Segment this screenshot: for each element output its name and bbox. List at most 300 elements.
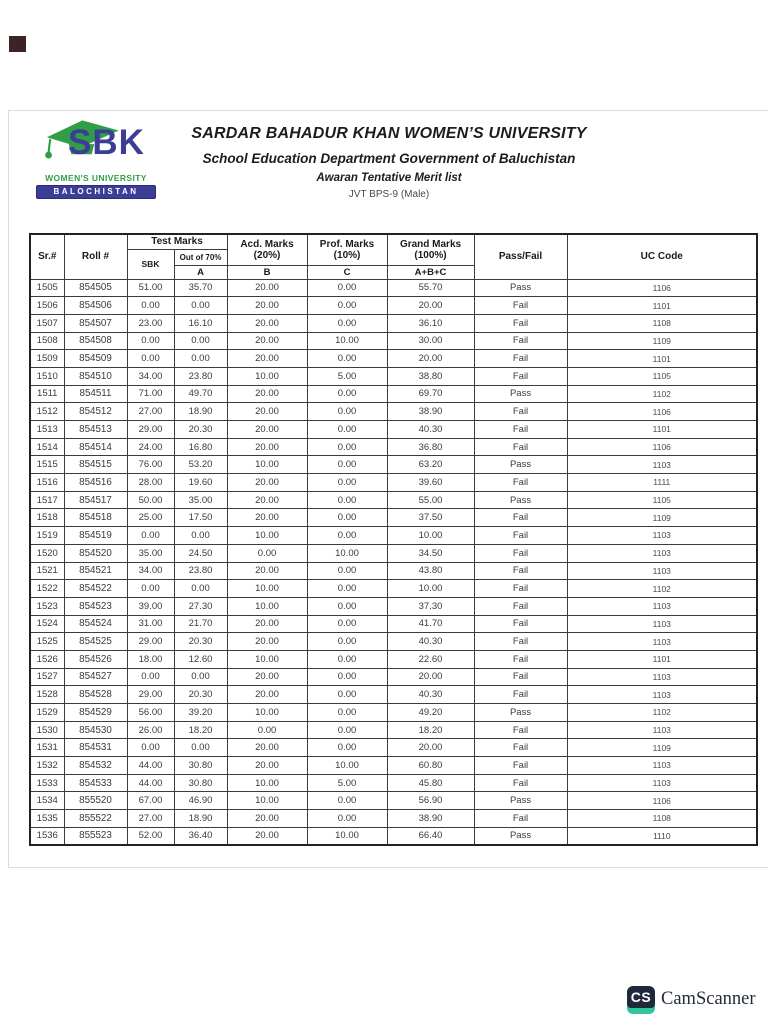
cell-prof-c: 0.00	[307, 456, 387, 474]
cell-grand-abc: 30.00	[387, 332, 474, 350]
cell-pass-fail: Pass	[474, 279, 567, 297]
cell-sbk: 34.00	[127, 367, 174, 385]
cell-sbk: 24.00	[127, 438, 174, 456]
col-header-c: C	[307, 265, 387, 279]
merit-table-body	[30, 279, 757, 845]
cell-prof-c: 0.00	[307, 704, 387, 722]
cell-acd-b: 20.00	[227, 827, 307, 845]
table-row	[30, 704, 757, 722]
cell-sr: 1505	[30, 279, 64, 297]
cell-sbk: 0.00	[127, 739, 174, 757]
cell-uc-code: 1101	[567, 297, 757, 315]
cell-sbk: 35.00	[127, 544, 174, 562]
col-header-acd-marks	[227, 234, 307, 265]
acd-marks-label: Acd. Marks	[240, 239, 294, 251]
cell-uc-code: 1101	[567, 421, 757, 439]
cell-uc-code: 1106	[567, 279, 757, 297]
table-row	[30, 385, 757, 403]
cell-roll: 854513	[64, 421, 127, 439]
cell-pass-fail: Fail	[474, 421, 567, 439]
cell-pass-fail: Pass	[474, 385, 567, 403]
cell-sr: 1527	[30, 668, 64, 686]
cell-sr: 1510	[30, 367, 64, 385]
cell-sr: 1506	[30, 297, 64, 315]
cell-roll: 854510	[64, 367, 127, 385]
university-title: SARDAR BAHADUR KHAN WOMEN’S UNIVERSITY	[191, 125, 587, 142]
cell-sbk: 0.00	[127, 527, 174, 545]
cell-sr: 1533	[30, 774, 64, 792]
cell-grand-abc: 39.60	[387, 474, 474, 492]
cell-sr: 1532	[30, 757, 64, 775]
cell-prof-c: 0.00	[307, 491, 387, 509]
table-row	[30, 774, 757, 792]
table-row	[30, 474, 757, 492]
cell-prof-c: 10.00	[307, 544, 387, 562]
cell-sbk: 34.00	[127, 562, 174, 580]
cell-sr: 1516	[30, 474, 64, 492]
merit-table	[29, 233, 758, 846]
cell-sbk: 44.00	[127, 757, 174, 775]
cell-pass-fail: Pass	[474, 491, 567, 509]
cell-grand-abc: 38.90	[387, 403, 474, 421]
cell-out-of-70-a: 17.50	[174, 509, 227, 527]
cell-sr: 1536	[30, 827, 64, 845]
cell-out-of-70-a: 27.30	[174, 597, 227, 615]
cell-roll: 854532	[64, 757, 127, 775]
cell-sr: 1534	[30, 792, 64, 810]
cell-pass-fail: Fail	[474, 367, 567, 385]
cell-out-of-70-a: 23.80	[174, 367, 227, 385]
cell-out-of-70-a: 12.60	[174, 650, 227, 668]
table-row	[30, 721, 757, 739]
cell-out-of-70-a: 39.20	[174, 704, 227, 722]
cell-sbk: 76.00	[127, 456, 174, 474]
cell-grand-abc: 36.80	[387, 438, 474, 456]
cell-grand-abc: 20.00	[387, 739, 474, 757]
cell-roll: 854515	[64, 456, 127, 474]
cell-grand-abc: 56.90	[387, 792, 474, 810]
cell-uc-code: 1103	[567, 456, 757, 474]
cell-prof-c: 0.00	[307, 438, 387, 456]
table-row	[30, 827, 757, 845]
cell-sbk: 27.00	[127, 810, 174, 828]
cell-grand-abc: 20.00	[387, 350, 474, 368]
cell-grand-abc: 66.40	[387, 827, 474, 845]
cell-sbk: 27.00	[127, 403, 174, 421]
cell-sr: 1513	[30, 421, 64, 439]
logo-balochistan-band: BALOCHISTAN	[36, 185, 156, 199]
cell-acd-b: 20.00	[227, 686, 307, 704]
cell-grand-abc: 45.80	[387, 774, 474, 792]
cell-sbk: 50.00	[127, 491, 174, 509]
table-row	[30, 810, 757, 828]
cell-uc-code: 1106	[567, 403, 757, 421]
cell-uc-code: 1105	[567, 491, 757, 509]
cell-acd-b: 20.00	[227, 509, 307, 527]
cell-sbk: 52.00	[127, 827, 174, 845]
cell-roll: 854533	[64, 774, 127, 792]
cell-prof-c: 0.00	[307, 668, 387, 686]
cell-grand-abc: 38.80	[387, 367, 474, 385]
cell-roll: 854524	[64, 615, 127, 633]
cell-sr: 1535	[30, 810, 64, 828]
cell-prof-c: 0.00	[307, 279, 387, 297]
cell-uc-code: 1106	[567, 438, 757, 456]
cell-sbk: 67.00	[127, 792, 174, 810]
scan-corner-artifact	[9, 36, 26, 52]
cell-acd-b: 0.00	[227, 544, 307, 562]
cell-uc-code: 1101	[567, 650, 757, 668]
cell-acd-b: 20.00	[227, 757, 307, 775]
cell-prof-c: 0.00	[307, 810, 387, 828]
cell-pass-fail: Fail	[474, 686, 567, 704]
merit-table-container	[29, 233, 758, 846]
cell-uc-code: 1110	[567, 827, 757, 845]
cell-roll: 854511	[64, 385, 127, 403]
cell-sbk: 29.00	[127, 686, 174, 704]
cell-roll: 854527	[64, 668, 127, 686]
cell-acd-b: 20.00	[227, 297, 307, 315]
camscanner-icon	[627, 986, 655, 1014]
cell-out-of-70-a: 19.60	[174, 474, 227, 492]
cell-uc-code: 1103	[567, 562, 757, 580]
cell-sr: 1529	[30, 704, 64, 722]
col-header-sbk: SBK	[127, 249, 174, 279]
cell-roll: 854512	[64, 403, 127, 421]
cell-acd-b: 10.00	[227, 367, 307, 385]
cell-sbk: 39.00	[127, 597, 174, 615]
cell-acd-b: 10.00	[227, 527, 307, 545]
table-row	[30, 297, 757, 315]
cell-pass-fail: Fail	[474, 403, 567, 421]
cell-out-of-70-a: 24.50	[174, 544, 227, 562]
cell-sbk: 51.00	[127, 279, 174, 297]
cell-sbk: 29.00	[127, 633, 174, 651]
cell-prof-c: 0.00	[307, 739, 387, 757]
cell-sr: 1514	[30, 438, 64, 456]
cell-roll: 854521	[64, 562, 127, 580]
cell-roll: 854506	[64, 297, 127, 315]
table-row	[30, 350, 757, 368]
cell-sr: 1515	[30, 456, 64, 474]
cell-roll: 855523	[64, 827, 127, 845]
cell-out-of-70-a: 0.00	[174, 527, 227, 545]
cell-out-of-70-a: 0.00	[174, 668, 227, 686]
col-header-abc: A+B+C	[387, 265, 474, 279]
cell-pass-fail: Fail	[474, 562, 567, 580]
cell-acd-b: 20.00	[227, 562, 307, 580]
cell-uc-code: 1109	[567, 509, 757, 527]
cell-prof-c: 0.00	[307, 580, 387, 598]
table-row	[30, 757, 757, 775]
cell-out-of-70-a: 0.00	[174, 350, 227, 368]
cell-uc-code: 1109	[567, 739, 757, 757]
cell-out-of-70-a: 0.00	[174, 739, 227, 757]
cell-pass-fail: Pass	[474, 456, 567, 474]
cell-roll: 854531	[64, 739, 127, 757]
cell-sr: 1519	[30, 527, 64, 545]
cell-roll: 854525	[64, 633, 127, 651]
col-header-grand-marks	[387, 234, 474, 265]
cell-pass-fail: Fail	[474, 297, 567, 315]
cell-acd-b: 20.00	[227, 668, 307, 686]
logo-acronym: SBK	[68, 123, 145, 162]
cell-roll: 854505	[64, 279, 127, 297]
camscanner-cs-letters: CS	[627, 986, 655, 1008]
cell-acd-b: 10.00	[227, 704, 307, 722]
cell-acd-b: 20.00	[227, 403, 307, 421]
cell-sbk: 25.00	[127, 509, 174, 527]
cell-acd-b: 20.00	[227, 615, 307, 633]
cell-out-of-70-a: 23.80	[174, 562, 227, 580]
cell-prof-c: 0.00	[307, 792, 387, 810]
cell-acd-b: 20.00	[227, 474, 307, 492]
cell-pass-fail: Fail	[474, 509, 567, 527]
cell-grand-abc: 36.10	[387, 314, 474, 332]
cell-grand-abc: 43.80	[387, 562, 474, 580]
cell-out-of-70-a: 20.30	[174, 686, 227, 704]
cell-acd-b: 20.00	[227, 332, 307, 350]
cell-pass-fail: Pass	[474, 827, 567, 845]
cell-out-of-70-a: 53.20	[174, 456, 227, 474]
cell-sr: 1518	[30, 509, 64, 527]
cell-grand-abc: 22.60	[387, 650, 474, 668]
cell-grand-abc: 55.00	[387, 491, 474, 509]
acd-marks-pct: (20%)	[253, 250, 281, 262]
cell-acd-b: 10.00	[227, 650, 307, 668]
cell-acd-b: 20.00	[227, 633, 307, 651]
cell-out-of-70-a: 0.00	[174, 580, 227, 598]
cell-sbk: 31.00	[127, 615, 174, 633]
cell-out-of-70-a: 21.70	[174, 615, 227, 633]
cell-pass-fail: Fail	[474, 810, 567, 828]
cell-sr: 1528	[30, 686, 64, 704]
cell-sr: 1507	[30, 314, 64, 332]
cell-uc-code: 1108	[567, 810, 757, 828]
cell-roll: 854519	[64, 527, 127, 545]
cell-prof-c: 5.00	[307, 774, 387, 792]
col-header-test-marks: Test Marks	[127, 234, 227, 249]
cell-grand-abc: 40.30	[387, 633, 474, 651]
table-row	[30, 544, 757, 562]
cell-out-of-70-a: 16.10	[174, 314, 227, 332]
cell-sr: 1525	[30, 633, 64, 651]
cell-sbk: 0.00	[127, 332, 174, 350]
cell-grand-abc: 55.70	[387, 279, 474, 297]
cell-grand-abc: 37.50	[387, 509, 474, 527]
cell-sbk: 29.00	[127, 421, 174, 439]
cell-acd-b: 10.00	[227, 580, 307, 598]
cell-prof-c: 0.00	[307, 385, 387, 403]
cell-prof-c: 0.00	[307, 633, 387, 651]
grand-marks-label: Grand Marks	[399, 239, 462, 251]
cell-pass-fail: Fail	[474, 314, 567, 332]
cell-uc-code: 1108	[567, 314, 757, 332]
cell-sr: 1531	[30, 739, 64, 757]
cell-out-of-70-a: 20.30	[174, 633, 227, 651]
cell-prof-c: 0.00	[307, 474, 387, 492]
cell-sr: 1511	[30, 385, 64, 403]
cell-roll: 854518	[64, 509, 127, 527]
cell-pass-fail: Fail	[474, 527, 567, 545]
cell-roll: 854526	[64, 650, 127, 668]
table-row	[30, 739, 757, 757]
cell-grand-abc: 63.20	[387, 456, 474, 474]
col-header-b: B	[227, 265, 307, 279]
cell-uc-code: 1103	[567, 774, 757, 792]
cell-roll: 854517	[64, 491, 127, 509]
cell-roll: 854528	[64, 686, 127, 704]
cell-grand-abc: 40.30	[387, 686, 474, 704]
table-row	[30, 332, 757, 350]
cell-acd-b: 10.00	[227, 774, 307, 792]
post-label: JVT BPS-9 (Male)	[348, 189, 430, 200]
cell-grand-abc: 40.30	[387, 421, 474, 439]
cell-uc-code: 1103	[567, 686, 757, 704]
cell-uc-code: 1103	[567, 668, 757, 686]
cell-sr: 1523	[30, 597, 64, 615]
cell-sbk: 18.00	[127, 650, 174, 668]
scanned-page	[8, 110, 768, 868]
department-subtitle: School Education Department Government of Baluchistan	[202, 151, 576, 166]
cell-prof-c: 0.00	[307, 403, 387, 421]
table-row	[30, 438, 757, 456]
cell-out-of-70-a: 18.90	[174, 810, 227, 828]
cell-out-of-70-a: 49.70	[174, 385, 227, 403]
col-header-pass-fail: Pass/Fail	[474, 234, 567, 279]
table-row	[30, 367, 757, 385]
cell-uc-code: 1109	[567, 332, 757, 350]
cell-out-of-70-a: 18.90	[174, 403, 227, 421]
cell-sbk: 56.00	[127, 704, 174, 722]
cell-sbk: 26.00	[127, 721, 174, 739]
cell-acd-b: 20.00	[227, 385, 307, 403]
cell-prof-c: 0.00	[307, 597, 387, 615]
cell-sr: 1520	[30, 544, 64, 562]
cell-acd-b: 0.00	[227, 721, 307, 739]
cell-pass-fail: Pass	[474, 792, 567, 810]
cell-prof-c: 5.00	[307, 367, 387, 385]
cell-grand-abc: 49.20	[387, 704, 474, 722]
table-row	[30, 279, 757, 297]
cell-roll: 854507	[64, 314, 127, 332]
cell-out-of-70-a: 30.80	[174, 757, 227, 775]
cell-prof-c: 0.00	[307, 350, 387, 368]
table-row	[30, 421, 757, 439]
table-row	[30, 527, 757, 545]
logo-womens-university: WOMEN'S UNIVERSITY	[45, 173, 147, 183]
cell-pass-fail: Fail	[474, 350, 567, 368]
table-row	[30, 562, 757, 580]
document-header	[9, 125, 768, 200]
cell-prof-c: 0.00	[307, 615, 387, 633]
cell-grand-abc: 41.70	[387, 615, 474, 633]
cell-sr: 1521	[30, 562, 64, 580]
table-row	[30, 686, 757, 704]
cell-roll: 854508	[64, 332, 127, 350]
prof-marks-label: Prof. Marks	[319, 239, 375, 251]
cell-acd-b: 20.00	[227, 279, 307, 297]
cell-sbk: 0.00	[127, 350, 174, 368]
cell-roll: 855520	[64, 792, 127, 810]
cell-roll: 854523	[64, 597, 127, 615]
cell-grand-abc: 18.20	[387, 721, 474, 739]
cell-uc-code: 1102	[567, 580, 757, 598]
cell-acd-b: 10.00	[227, 597, 307, 615]
cell-out-of-70-a: 20.30	[174, 421, 227, 439]
cell-out-of-70-a: 18.20	[174, 721, 227, 739]
table-row	[30, 403, 757, 421]
table-row	[30, 580, 757, 598]
cell-pass-fail: Fail	[474, 757, 567, 775]
cell-pass-fail: Fail	[474, 544, 567, 562]
col-header-roll: Roll #	[64, 234, 127, 279]
cell-acd-b: 20.00	[227, 491, 307, 509]
cell-uc-code: 1103	[567, 544, 757, 562]
cell-out-of-70-a: 36.40	[174, 827, 227, 845]
col-header-prof-marks	[307, 234, 387, 265]
cell-out-of-70-a: 0.00	[174, 297, 227, 315]
camscanner-wordmark: CamScanner	[661, 989, 756, 1009]
cell-roll: 855522	[64, 810, 127, 828]
cell-sr: 1512	[30, 403, 64, 421]
cell-pass-fail: Fail	[474, 650, 567, 668]
cell-acd-b: 20.00	[227, 350, 307, 368]
cell-uc-code: 1103	[567, 757, 757, 775]
cell-roll: 854522	[64, 580, 127, 598]
cell-out-of-70-a: 35.00	[174, 491, 227, 509]
cell-grand-abc: 38.90	[387, 810, 474, 828]
table-row	[30, 509, 757, 527]
table-row	[30, 491, 757, 509]
cell-prof-c: 0.00	[307, 509, 387, 527]
col-header-out-of-70: Out of 70%	[174, 249, 227, 265]
cell-prof-c: 0.00	[307, 297, 387, 315]
cell-out-of-70-a: 30.80	[174, 774, 227, 792]
cell-uc-code: 1101	[567, 350, 757, 368]
cell-uc-code: 1103	[567, 721, 757, 739]
cell-uc-code: 1103	[567, 597, 757, 615]
cell-pass-fail: Fail	[474, 438, 567, 456]
cell-grand-abc: 10.00	[387, 527, 474, 545]
cell-pass-fail: Fail	[474, 580, 567, 598]
cell-pass-fail: Fail	[474, 668, 567, 686]
cell-acd-b: 20.00	[227, 810, 307, 828]
table-row	[30, 633, 757, 651]
cell-grand-abc: 69.70	[387, 385, 474, 403]
table-row	[30, 597, 757, 615]
cell-uc-code: 1105	[567, 367, 757, 385]
cell-out-of-70-a: 0.00	[174, 332, 227, 350]
cell-roll: 854520	[64, 544, 127, 562]
cell-prof-c: 0.00	[307, 562, 387, 580]
cell-uc-code: 1103	[567, 615, 757, 633]
cell-sr: 1509	[30, 350, 64, 368]
table-row	[30, 668, 757, 686]
cell-acd-b: 20.00	[227, 739, 307, 757]
table-row	[30, 650, 757, 668]
cell-sr: 1526	[30, 650, 64, 668]
table-row	[30, 314, 757, 332]
cell-prof-c: 0.00	[307, 314, 387, 332]
cell-uc-code: 1103	[567, 527, 757, 545]
prof-marks-pct: (10%)	[333, 250, 361, 262]
merit-list-title: Awaran Tentative Merit list	[316, 172, 462, 184]
cell-roll: 854509	[64, 350, 127, 368]
cell-uc-code: 1106	[567, 792, 757, 810]
table-row	[30, 456, 757, 474]
cell-pass-fail: Fail	[474, 615, 567, 633]
